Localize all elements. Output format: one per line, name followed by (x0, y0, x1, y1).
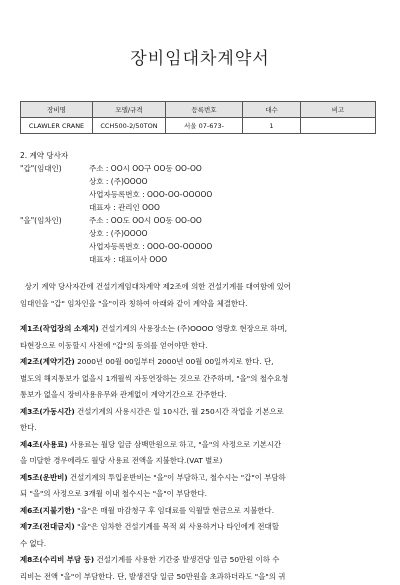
header-quantity: 대수 (243, 102, 301, 118)
lessor-company: 상호 : (주)OOOO (89, 176, 148, 187)
cell-registration-no: 서울 07-673- (166, 118, 243, 134)
equipment-table-row (21, 118, 376, 134)
article-text: "을"은 임차한 건설기계를 목적 외 사용하거나 타인에게 전대할 (75, 522, 279, 531)
article-text: 2000년 00월 00일부터 2000년 00월 00일까지로 한다. 단, (75, 357, 274, 366)
article-8 (20, 552, 382, 569)
lessee-label: "을"(임차인) (20, 215, 62, 226)
article-heading: 제1조(작업장의 소재지) (20, 324, 99, 333)
article-heading: 제4조(사용료) (20, 440, 68, 449)
cell-quantity: 1 (243, 118, 301, 134)
article-text: 건설기계의 투입운반비는 "을"이 부담하고, 철수시는 "갑"이 부담하 (68, 473, 286, 482)
header-remarks: 비고 (301, 102, 376, 118)
article-heading: 제3조(가동시간) (20, 407, 75, 416)
lessor-address: 주소 : OO시 OO구 OO동 OO-OO (89, 163, 202, 174)
article-heading: 제7조(전대금지) (20, 522, 75, 531)
article-3 (20, 404, 382, 421)
lessee-address: 주소 : OO도 OO시 OO동 OO-OO (89, 215, 202, 226)
lessee-business-number: 사업자등록번호 : OOO-OO-OOOOO (89, 241, 212, 252)
lessee-representative: 대표자 : 대표이사 OOO (89, 254, 167, 265)
article-text: 리비는 전액 "을"이 부담한다. 단, 발생건당 일금 50만원을 초과하더라도 "을"의 귀 (20, 569, 382, 585)
lessor-label: "갑"(임대인) (20, 163, 62, 174)
header-registration-no: 등록번호 (166, 102, 243, 118)
article-text: 한다. (20, 420, 382, 437)
article-heading: 제6조(지불기한) (20, 506, 75, 515)
article-text: 별도의 해지통보가 없을시 1개월씩 자동연장하는 것으로 간주하며, "을"의 철수요청 (20, 371, 382, 388)
header-equipment-name: 장비명 (21, 102, 93, 118)
article-1 (20, 321, 382, 338)
article-text: 건설기계를 사용한 기간중 발생건당 일금 50만원 이하 수 (94, 555, 279, 564)
article-6 (20, 503, 382, 520)
articles-list (20, 321, 382, 585)
article-7 (20, 519, 382, 536)
article-text: 타현장으로 이동할시 사전에 "갑"의 동의를 얻어야만 한다. (20, 338, 382, 355)
document-title: 장비임대차계약서 (0, 44, 400, 69)
header-model-spec: 모델/규격 (93, 102, 166, 118)
article-heading: 제5조(운반비) (20, 473, 68, 482)
cell-equipment-name: CLAWLER CRANE (21, 118, 93, 134)
lessee-company: 상호 : (주)OOOO (89, 228, 148, 239)
article-text: "을"은 매월 마감청구 후 임대료를 익월말 현금으로 지불한다. (75, 506, 274, 515)
contract-intro (20, 279, 382, 312)
article-5 (20, 470, 382, 487)
article-2 (20, 354, 382, 371)
article-text: 수 없다. (20, 536, 382, 553)
cell-remarks (301, 118, 376, 134)
cell-model-spec: CCH500-2/50TON (93, 118, 166, 134)
lessor-business-number: 사업자등록번호 : OOO-OO-OOOOO (89, 189, 212, 200)
article-4 (20, 437, 382, 454)
equipment-table (20, 101, 376, 134)
article-text: 통보가 없을시 장비사용유무와 관계없이 계약기간으로 간주한다. (20, 387, 382, 404)
article-heading: 제8조(수리비 부담 등) (20, 555, 94, 564)
article-text: 건설기계의 사용장소는 (주)OOOO 영랑호 현장으로 하며, (99, 324, 287, 333)
article-text: 건설기계의 사용시간은 일 10시간, 월 250시간 작업을 기본으로 (75, 407, 284, 416)
article-heading: 제2조(계약기간) (20, 357, 75, 366)
intro-line: 임대인을 "갑" 임차인을 "을"이라 칭하여 아래와 같이 계약을 체결한다. (20, 296, 382, 313)
article-text: 사용료는 월당 일금 삼백만원으로 하고, "을"의 사정으로 기본시간 (68, 440, 282, 449)
article-text: 을 미달한 경우에라도 월당 사용료 전액을 지불한다.(VAT 별로) (20, 453, 382, 470)
parties-section-title: 2. 계약 당사자 (20, 150, 68, 161)
equipment-table-header (21, 102, 376, 118)
intro-line: 상기 계약 당사자간에 건설기계임대차계약 제2조에 의한 건설기계를 대여함에 있어 (20, 279, 382, 296)
lessor-representative: 대표자 : 관리인 OOO (89, 202, 160, 213)
article-text: 되 "을"의 사정으로 3개월 이내 철수시는 "을"이 부담한다. (20, 486, 382, 503)
